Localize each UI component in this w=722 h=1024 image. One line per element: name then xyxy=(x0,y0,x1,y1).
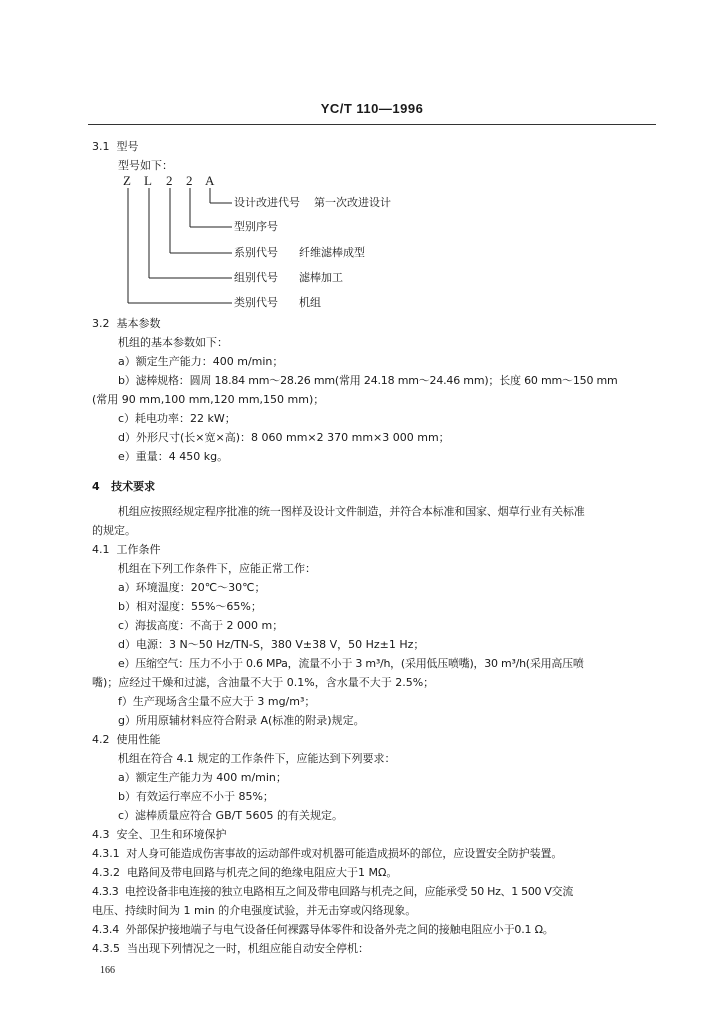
section-number: 4 xyxy=(92,480,100,493)
section-4-3-heading xyxy=(92,828,227,842)
list-item: c）滤棒质量应符合 GB/T 5605 的有关规定。 xyxy=(118,809,344,822)
clause-text: 外部保护接地端子与电气设备任何裸露导体零件和设备外壳之间的接触电阻应小于0.1 Ω。 xyxy=(125,923,554,936)
list-item: e）压缩空气：压力不小于 0.6 MPa，流量不小于 3 m³/h，(采用低压喷嘴)，30 m³/h(采用高压喷 xyxy=(118,657,584,670)
list-item-continued: (常用 90 mm,100 mm,120 mm,150 mm)； xyxy=(92,393,325,406)
section-number: 3.2 xyxy=(92,317,110,330)
model-label: 类别代号 机组 xyxy=(234,296,321,309)
clause-number: 4.3.1 xyxy=(92,847,120,860)
section-title: 型号 xyxy=(116,140,139,153)
page-number: 166 xyxy=(100,965,115,976)
list-item: f）生产现场含尘量不应大于 3 mg/m³； xyxy=(118,695,316,708)
section-title: 技术要求 xyxy=(111,480,156,493)
clause-continued: 电压、持续时间为 1 min 的介电强度试验，并无击穿或闪络现象。 xyxy=(92,904,417,917)
clause-4-3-4 xyxy=(92,923,554,937)
clause-number: 4.3.5 xyxy=(92,942,120,955)
standard-code-header: YC/T 110—1996 xyxy=(320,101,424,116)
section-number: 4.3 xyxy=(92,828,110,841)
section-title: 基本参数 xyxy=(116,317,161,330)
model-label: 组别代号 滤棒加工 xyxy=(234,271,343,284)
list-item: e）重量：4 450 kg。 xyxy=(118,450,229,463)
section-title: 工作条件 xyxy=(116,543,161,556)
list-item: c）海拔高度：不高于 2 000 m； xyxy=(118,619,284,632)
list-item: a）环境温度：20℃～30℃； xyxy=(118,581,266,594)
paragraph-continued: 的规定。 xyxy=(92,524,136,537)
model-code-char: 2 xyxy=(186,173,193,188)
section-4-2-heading xyxy=(92,733,161,747)
paragraph: 机组应按照经规定程序批准的统一图样及设计文件制造，并符合本标准和国家、烟草行业有关标准 xyxy=(118,505,585,518)
list-item: d）外形尺寸(长×宽×高)：8 060 mm×2 370 mm×3 000 mm； xyxy=(118,431,450,444)
clause-4-3-5 xyxy=(92,942,369,956)
model-code-char: A xyxy=(205,173,215,188)
model-label: 型别序号 xyxy=(234,220,278,233)
model-label: 设计改进代号 第一次改进设计 xyxy=(234,196,391,209)
section-number: 4.1 xyxy=(92,543,110,556)
list-item: d）电源：3 N～50 Hz/TN-S，380 V±38 V，50 Hz±1 Hz； xyxy=(118,638,425,651)
section-number: 4.2 xyxy=(92,733,110,746)
clause-number: 4.3.2 xyxy=(92,866,120,879)
list-item: g）所用原辅材料应符合附录 A(标准的附录)规定。 xyxy=(118,714,365,727)
model-code-char: Z xyxy=(123,173,131,188)
clause-text: 电控设备非电连接的独立电路相互之间及带电回路与机壳之间，应能承受 50 Hz、1 500 V交流 xyxy=(124,885,574,898)
section-title: 使用性能 xyxy=(116,733,161,746)
paragraph: 机组在符合 4.1 规定的工作条件下，应能达到下列要求： xyxy=(118,752,396,765)
clause-number: 4.3.3 xyxy=(92,885,119,898)
list-item: c）耗电功率：22 kW； xyxy=(118,412,236,425)
model-intro: 型号如下： xyxy=(118,159,173,172)
section-3-2-heading xyxy=(92,317,161,331)
clause-4-3-1 xyxy=(92,847,562,861)
section-title: 安全、卫生和环境保护 xyxy=(116,828,227,841)
list-item: b）相对湿度：55%～65%； xyxy=(118,600,262,613)
model-code-char: 2 xyxy=(166,173,173,188)
clause-text: 当出现下列情况之一时，机组应能自动安全停机： xyxy=(127,942,369,955)
list-item: a）额定生产能力为 400 m/min； xyxy=(118,771,287,784)
clause-text: 电路间及带电回路与机壳之间的绝缘电阻应大于1 MΩ。 xyxy=(127,866,398,879)
list-item-continued: 嘴)；应经过干燥和过滤，含油量不大于 0.1%，含水量不大于 2.5%； xyxy=(92,676,435,689)
model-label: 系别代号 纤维滤棒成型 xyxy=(234,246,365,259)
list-item: b）滤棒规格：圆周 18.84 mm～28.26 mm(常用 24.18 mm～24.46 mm)；长度 60 mm～150 mm xyxy=(118,374,618,387)
list-item: b）有效运行率应不小于 85%； xyxy=(118,790,274,803)
section-4-1-heading xyxy=(92,543,161,557)
paragraph: 机组在下列工作条件下，应能正常工作： xyxy=(118,562,316,575)
clause-text: 对人身可能造成伤害事故的运动部件或对机器可能造成损坏的部位，应设置安全防护装置。 xyxy=(126,847,563,860)
paragraph: 机组的基本参数如下： xyxy=(118,336,228,349)
section-4-heading xyxy=(92,480,155,494)
model-code-char: L xyxy=(144,173,152,188)
section-number: 3.1 xyxy=(92,140,110,153)
clause-4-3-2 xyxy=(92,866,397,880)
list-item: a）额定生产能力：400 m/min； xyxy=(118,355,284,368)
clause-4-3-3 xyxy=(92,885,573,899)
clause-number: 4.3.4 xyxy=(92,923,119,936)
